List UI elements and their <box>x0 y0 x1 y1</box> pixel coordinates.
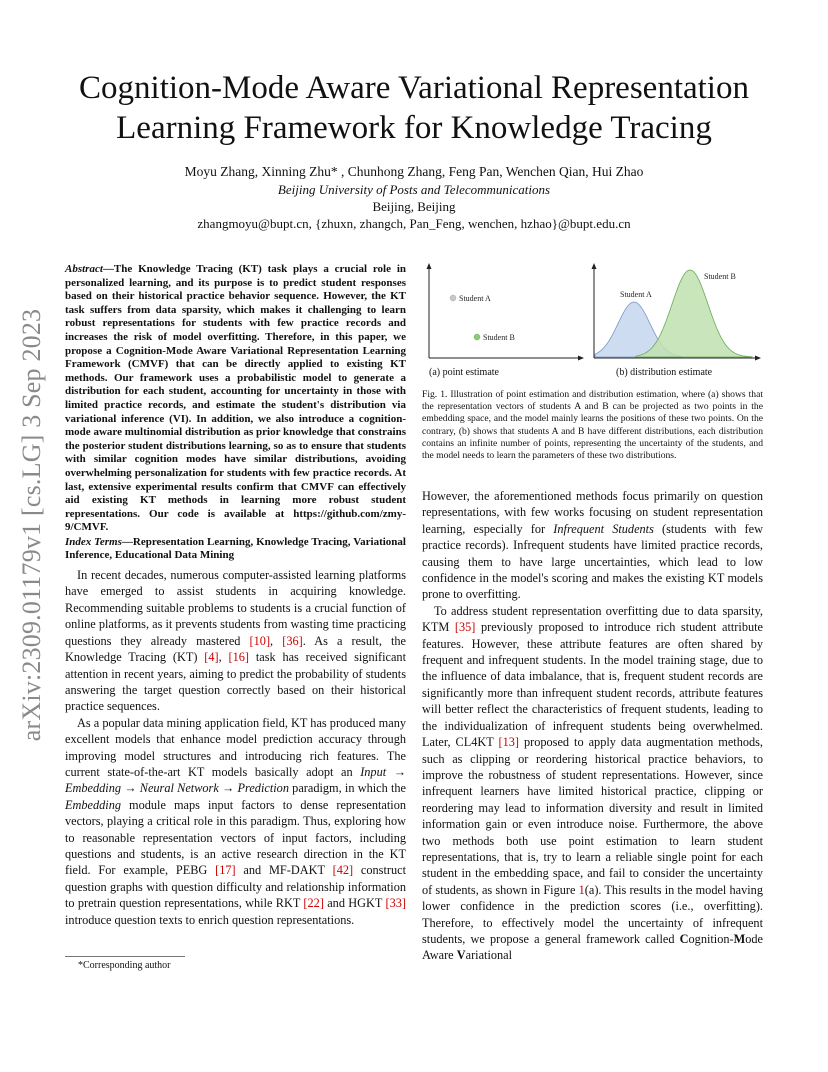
right-paragraph-1 <box>422 488 763 603</box>
text-run: construct question graphs with question difficulty and relationship information to pretrain question representations, while RKT <box>65 863 406 911</box>
text-run: ariational <box>465 948 513 963</box>
citation-link[interactable]: [17] <box>215 863 236 878</box>
left-column <box>65 263 406 928</box>
citation-link[interactable]: [22] <box>303 896 324 911</box>
panel-a-y-arrow <box>427 263 432 269</box>
citation-link[interactable]: [16] <box>228 650 250 665</box>
text-run: and HGKT <box>323 896 386 911</box>
text-run: ognition- <box>688 931 734 946</box>
student-a-point <box>450 295 456 301</box>
abstract-text: —The Knowledge Tracing (KT) task plays a crucial role in personalized learning, and its purpose is to predict student responses based on their historical practice behavior sequence. However, the KT task suffers from data sparsity, which makes it challenging to learn robust representations for students with few practice records and increases the risk of model overfitting. Therefore, in this paper, we propose a Cognition-Mode Aware Variational Representation Learning Framework (CMVF) that can be directly applied to existing KT methods. Our framework uses a probabilistic model to generate a distribution for each student, accounting for uncertainty in those with limited practice records, and estimate the student's distribution via variational inference (VI). In addition, we also introduce a cognition-mode aware multinomial distribution as prior knowledge that constrains the posterior student distributions learning, so as to ensure that students with similar cognition modes have similar distributions, avoiding overwhelming personalization for students with few practice records. At last, extensive experimental results confirm that CMVF can effectively aid existing KT methods in learning more robust student representations. Our code is available at https://github.com/zmy-9/CMVF. <box>65 263 406 534</box>
text-run: , <box>218 650 229 665</box>
text-run: and MF-DAKT <box>235 863 333 878</box>
panel-b-x-arrow <box>755 356 761 361</box>
acronym-letter: C <box>679 931 689 946</box>
citation-link[interactable]: [4] <box>204 650 219 665</box>
abstract-lead: Abstract <box>65 263 103 275</box>
right-paragraph-2 <box>422 603 763 964</box>
citation-link[interactable]: [33] <box>385 896 406 911</box>
figure-1-svg <box>422 262 763 382</box>
title-line-2: Learning Framework for Knowledge Tracing <box>116 110 712 146</box>
panel-b-y-arrow <box>592 263 597 269</box>
affiliation-block <box>60 181 768 232</box>
index-terms-text: —Representation Learning, Knowledge Tracing, Variational Inference, Educational Data Mining <box>65 535 406 562</box>
right-column <box>422 488 763 964</box>
figure-1-caption: Fig. 1. Illustration of point estimation and distribution estimation, where (a) shows that the representation vectors of students A and B can be projected as two points in the embedding space, and the model mainly learns the positions of these two points. On the contrary, (b) shows that students A and B have different distributions, each distribution contains an infinite number of points, representing the uncertainty of the students, and the model needs to learn the parameters of these two distributions. <box>422 389 763 462</box>
text-run: In recent decades, numerous computer-assisted learning platforms have emerged to assist students in acquiring knowledge. Recommending suitable problems to students is a crucial function of online platforms, as it prevents students from wasting time practicing questions they already mastered <box>65 568 406 648</box>
student-b-label-a: Student B <box>483 333 515 342</box>
affiliation-university: Beijing University of Posts and Telecommunications <box>277 182 551 197</box>
text-run: paradigm, in which the <box>288 781 406 796</box>
text-run: introduce question texts to enrich question representations. <box>65 912 355 927</box>
student-a-label-a: Student A <box>459 294 491 303</box>
affiliation-city: Beijing, Beijing <box>372 199 456 214</box>
index-terms <box>65 536 406 563</box>
pipeline-text: Input → Embedding → Neural Network → Prediction <box>65 764 407 796</box>
student-b-label-b: Student B <box>704 272 736 281</box>
footnote-divider <box>65 956 185 957</box>
text-run: . As a result, the Knowledge Tracing (KT) <box>65 633 407 665</box>
figure-reference-link[interactable]: 1 <box>578 882 585 897</box>
text-run: previously proposed to introduce rich student attribute features. However, these attribute features are often shared by frequent and infrequent students. In the model training stage, due to the influence of data imbalance, that is, frequent student records are significantly more than infrequent student records, attribute features will better reflect the characteristics of frequent students, leading to the individualization of infrequent students being overwhelmed. Later, CL4KT <box>422 620 763 750</box>
text-run: ode Aware <box>422 931 763 963</box>
intro-paragraph-2 <box>65 715 406 928</box>
citation-link[interactable]: [13] <box>498 735 520 750</box>
infrequent-students-term: Infrequent Students <box>553 521 654 536</box>
panel-b-caption: (b) distribution estimate <box>616 367 713 378</box>
embedding-term: Embedding <box>65 797 122 812</box>
citation-link[interactable]: [36] <box>282 633 303 648</box>
text-run: To address student representation overfitting due to data sparsity, KTM <box>422 603 763 635</box>
text-run: (students with few practice records). Infrequent students have limited practice records, causing them to have large uncertainties, which lead to low confidence in the model's scoring and makes the existing KT models prone to overfitting. <box>422 521 763 602</box>
acronym-letter: V <box>456 948 466 963</box>
text-run: (a). This results in the model having lower confidence in the prediction scores (i.e., overfitting). Therefore, to effectively model the uncertainty of infrequent students, we propose a general framework called <box>422 882 763 946</box>
footnote: *Corresponding author <box>78 960 171 971</box>
abstract <box>65 263 406 535</box>
citation-link[interactable]: [35] <box>454 620 476 635</box>
text-run: As a popular data mining application field, KT has produced many excellent models that enhance model prediction accuracy through improving model structures and introducing rich features. The current state-of-the-art KT models basically adopt an <box>65 715 406 779</box>
index-terms-lead: Index Terms <box>65 535 122 548</box>
text-run: , <box>270 633 283 648</box>
citation-link[interactable]: [10] <box>249 633 271 648</box>
figure-1 <box>422 262 763 382</box>
intro-paragraph-1 <box>65 567 406 715</box>
author-emails: zhangmoyu@bupt.cn, {zhuxn, zhangch, Pan_Feng, wenchen, hzhao}@bupt.edu.cn <box>197 216 631 231</box>
text-run: module maps input factors to dense representation vectors, playing a critical role in this paradigm. Thus, exploring how to reasonable representation vectors of input factors, including questions and students, is an active research direction in the KT field. For example, PEBG <box>65 797 406 878</box>
text-run: However, the aforementioned methods focus primarily on question representations, with few works focusing on student representation learning, especially for <box>422 489 763 536</box>
student-b-point <box>474 334 480 340</box>
acronym-letter: M <box>733 931 746 946</box>
student-a-label-b: Student A <box>620 290 652 299</box>
citation-link[interactable]: [42] <box>332 863 354 878</box>
author-list: Moyu Zhang, Xinning Zhu* , Chunhong Zhang, Feng Pan, Wenchen Qian, Hui Zhao <box>184 164 644 179</box>
paper-title <box>60 68 768 148</box>
text-run: task has received significant attention in recent years, aiming to predict the probability of students answering the target question correctly based on their historical practice sequences. <box>65 650 406 714</box>
panel-a-x-arrow <box>578 356 584 361</box>
text-run: proposed to apply data augmentation methods, such as clipping or reordering historical practice behaviors, to improve the robustness of student representations. However, since infrequent learners have limited historical practice, clipping or reordering may lead to information diversity and result in limited information gain or even introduce noise. Furthermore, the above two methods both use point estimation to learn student representations, that is, try to learn a reliable single point for each student in the embedding space, and fail to consider the uncertainty of students, as shown in Figure <box>422 735 763 897</box>
arxiv-identifier: arXiv:2309.01179v1 [cs.LG] 3 Sep 2023 <box>17 308 46 742</box>
title-line-1: Cognition-Mode Aware Variational Representation <box>79 70 749 106</box>
panel-a-caption: (a) point estimate <box>429 367 499 378</box>
arxiv-watermark <box>12 295 52 755</box>
